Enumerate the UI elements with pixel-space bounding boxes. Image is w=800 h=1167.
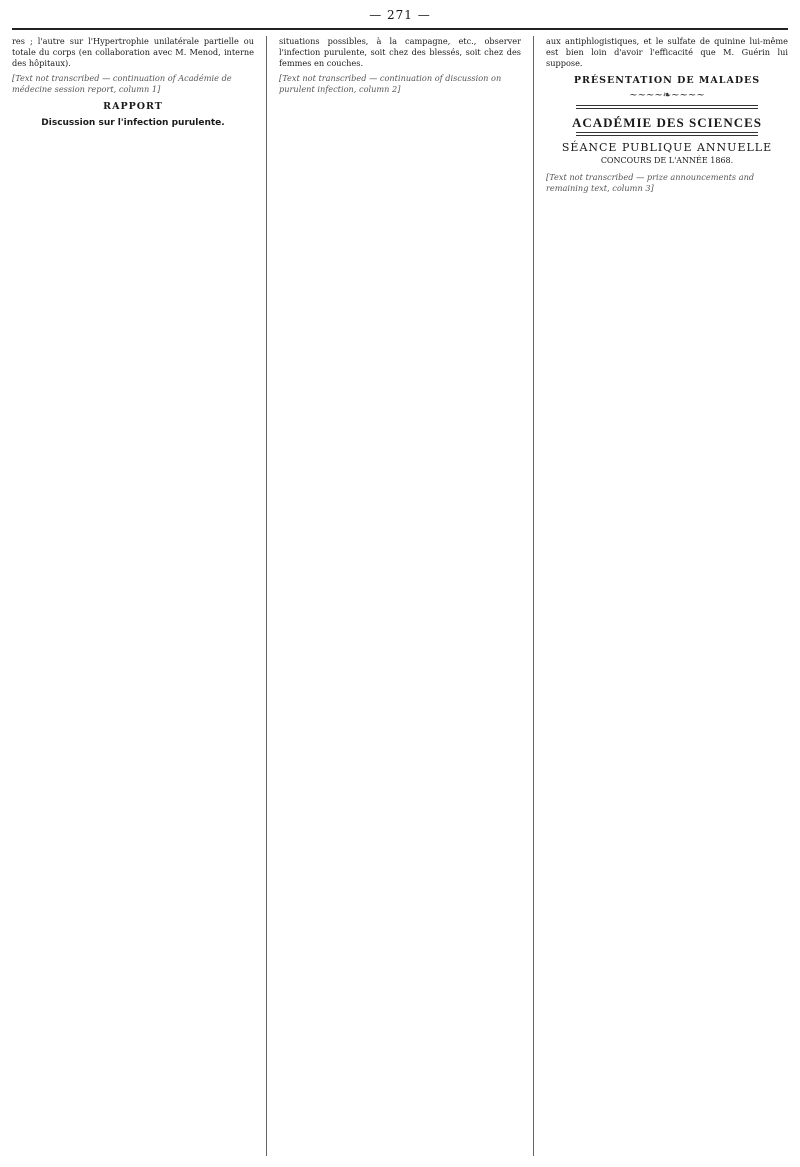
section-rule bbox=[576, 105, 758, 109]
seance-heading: SÉANCE PUBLIQUE ANNUELLE bbox=[561, 141, 773, 154]
presentation-heading: PRÉSENTATION DE MALADES bbox=[573, 75, 761, 86]
section-ornament: ~~~~❧~~~~ bbox=[629, 90, 705, 101]
column-3 bbox=[546, 36, 788, 1156]
column-1-opening: res ; l'autre sur l'Hypertrophie unilatérale partielle ou totale du corps (en collaboration avec M. Menod, interne des hôpitaux). bbox=[12, 36, 254, 68]
rapport-heading: RAPPORT bbox=[103, 101, 163, 112]
column-3-placeholder: [Text not transcribed — prize announcements and remaining text, column 3] bbox=[546, 172, 755, 193]
section-rule bbox=[576, 132, 758, 136]
column-1 bbox=[12, 36, 254, 1156]
column-divider bbox=[533, 36, 534, 1156]
column-2 bbox=[279, 36, 521, 1156]
column-3-opening: aux antiphlogistiques, et le sulfate de quinine lui-même est bien loin d'avoir l'efficacité que M. Guérin lui suppose. bbox=[546, 36, 788, 68]
column-2-placeholder: [Text not transcribed — continuation of discussion on purulent infection, column 2] bbox=[279, 73, 502, 94]
discussion-heading: Discussion sur l'infection purulente. bbox=[41, 118, 225, 128]
concours-heading: CONCOURS DE L'ANNÉE 1868. bbox=[600, 156, 734, 165]
header-rule bbox=[12, 28, 788, 30]
academie-heading: ACADÉMIE DES SCIENCES bbox=[571, 115, 763, 130]
column-divider bbox=[266, 36, 267, 1156]
page-number: — 271 — bbox=[369, 8, 431, 22]
column-1-placeholder: [Text not transcribed — continuation of Académie de médecine session report, column 1] bbox=[12, 73, 232, 94]
column-2-opening: situations possibles, à la campagne, etc., observer l'infection purulente, soit chez des blessés, soit chez des femmes en couches. bbox=[279, 36, 521, 68]
text-columns bbox=[12, 36, 788, 1156]
